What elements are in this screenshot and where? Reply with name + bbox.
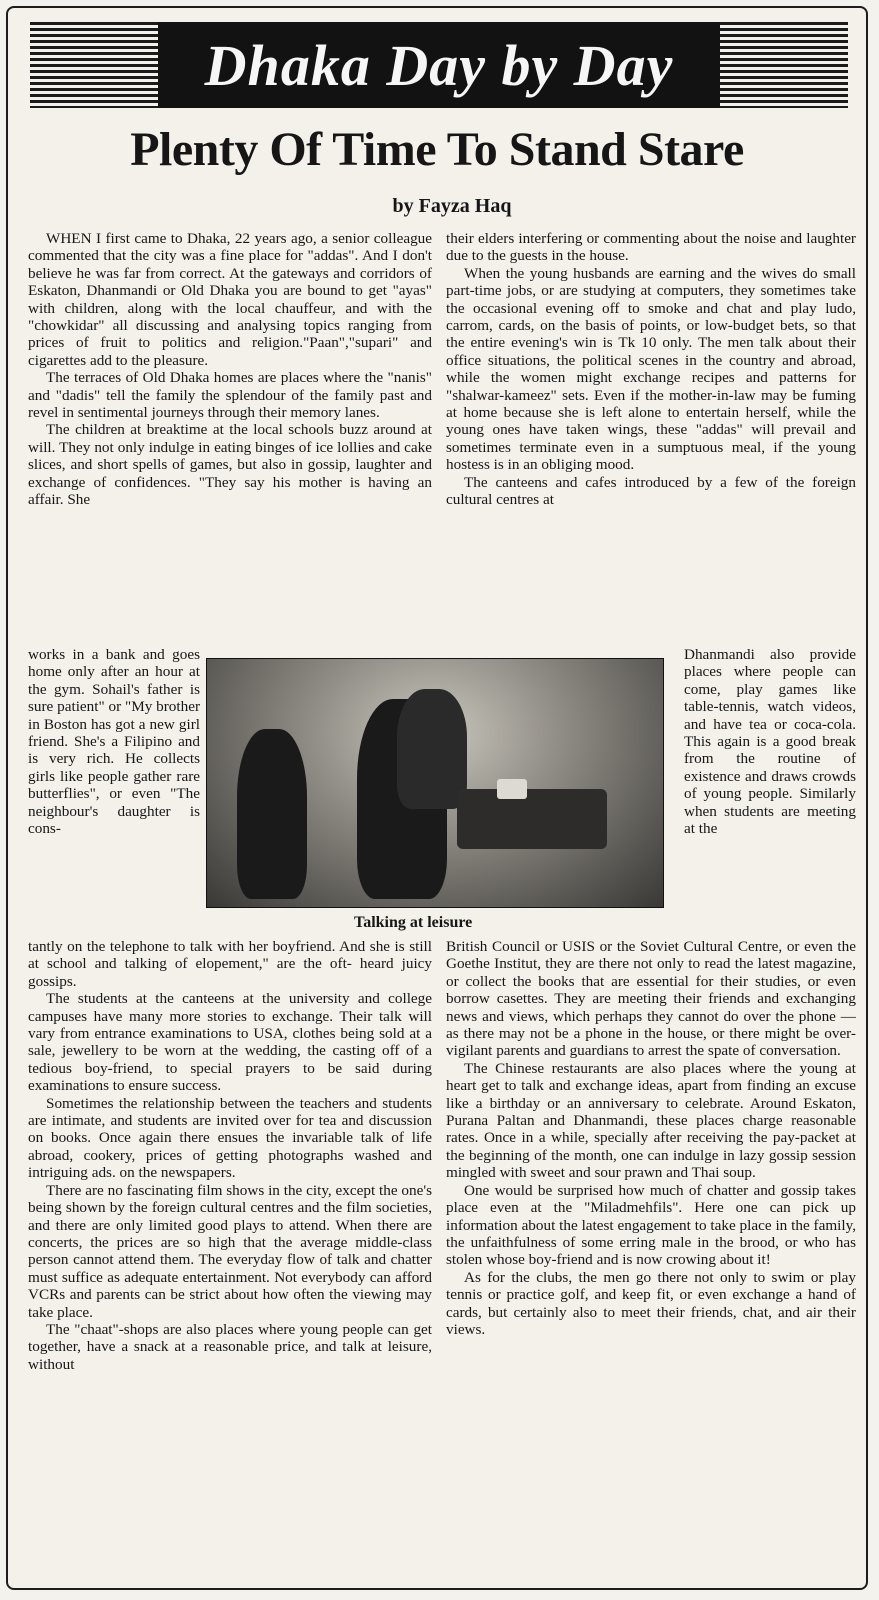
photo-object <box>497 779 527 799</box>
right-wrap-text <box>684 646 856 837</box>
paragraph: works in a bank and goes home only after an hour at the gym. Sohail's father is sure patient" or "My brother in Boston has got a new girl friend. She's a Filipino and is very rich. He collects girls like people gather rare butterflies", or even "The neighbour's daughter is cons- <box>28 646 200 838</box>
paragraph: The canteens and cafes introduced by a few of the foreign cultural centres at <box>446 473 856 509</box>
paragraph: One would be surprised how much of chatter and gossip takes place even at the "Miladmehfils". Here one can pick up information about the latest engagement to take place in the family, the unfaithfulness of some erring male in the brood, or who has stolen whose boy-friend and is now crowing about it! <box>446 1181 856 1269</box>
left-column-bottom <box>28 938 432 1373</box>
paragraph: their elders interfering or commenting about the noise and laughter due to the guests in the house. <box>446 230 856 265</box>
paragraph: Dhanmandi also provide places where people can come, play games like table-tennis, watch videos, and have tea or coca-cola. This again is a good break from the routine of existence and draws crowds of young people. Similarly when students are meeting at the <box>684 646 856 838</box>
paragraph: The students at the canteens at the university and college campuses have many more stories to exchange. Their talk will vary from entrance examinations to USA, clothes being sold at a sale, jewellery to be worn at the wedding, the casting off of a tedious boy-friend, to special prayers to be said during examinations to ensure success. <box>28 990 432 1095</box>
left-column-top <box>28 230 432 509</box>
banner-title: Dhaka Day by Day <box>158 22 720 108</box>
left-wrap-text <box>28 646 200 837</box>
paragraph: The terraces of Old Dhaka homes are places where the "nanis" and "dadis" tell the family the splendour of the family past and revel in sentimental journeys through their memory lanes. <box>28 369 432 422</box>
paragraph: tantly on the telephone to talk with her boyfriend. And she is still at school and talking of elopement," are the oft- heard juicy gossips. <box>28 938 432 990</box>
byline: by Fayza Haq <box>392 195 512 217</box>
photo-caption: Talking at leisure <box>354 914 473 931</box>
photo-figure <box>237 729 307 899</box>
paragraph: The children at breaktime at the local schools buzz around at will. They not only indulge in eating binges of ice lollies and cake slices, and short spells of games, but also in gossip, laughter and exchange of confidences. "They say his mother is having an affair. She <box>28 421 432 509</box>
paragraph: When the young husbands are earning and the wives do small part-time jobs, or are studying at computers, they sometimes take the occasional evening off to smoke and chat and play ludo, carrom, cards, on the basis of points, or low-budget bets, so that the entire evening's win is Tk 10 only. The men talk about their office situations, the political scenes in the country and abroad, while the women might exchange recipes and patterns for "shalwar-kameez" sets. Even if the mother-in-law may be fuming at home because she is left alone to entertain herself, while the young ones have taken wings, these "addas" will prevail and sometimes terminate even in a sumptuous meal, if the young hostess is in an obliging mood. <box>446 264 856 474</box>
paragraph: As for the clubs, the men go there not only to swim or play tennis or practice golf, and keep fit, or even exchange a hand of cards, but certainly also to meet their friends, chat, and air their views. <box>446 1268 856 1338</box>
article-photo <box>206 658 664 908</box>
paragraph: The Chinese restaurants are also places where the young at heart get to talk and exchange ideas, apart from finding an excuse like a birthday or an anniversary to celebrate. Around Eskaton, Purana Paltan and Dhanmandi, these places charge reasonable rates. Once in a while, specially after receiving the pay-packet at the beginning of the month, one can indulge in lazy gossip session mingled with sweet and sour prawn and Thai soup. <box>446 1059 856 1182</box>
photo-figure <box>397 689 467 809</box>
headline: Plenty Of Time To Stand Stare <box>130 123 744 176</box>
column-banner <box>30 22 848 108</box>
paragraph: Sometimes the relationship between the teachers and students are intimate, and students are invited over for tea and discussion on books. Once again there ensues the invariable talk of life abroad, cookery, prices of getting photographs washed and intriguing ads. on the newspapers. <box>28 1094 432 1182</box>
photo-table <box>457 789 607 849</box>
paragraph: There are no fascinating film shows in the city, except the one's being shown by the foreign cultural centres and the film societies, and there are only limited good plays to attend. When there are concerts, the prices are so high that the average middle-class person cannot attend them. The everyday flow of talk and chatter must suffice as adequate entertainment. Not everybody can afford VCRs and parents can be strict about how often the viewing may take place. <box>28 1181 432 1321</box>
newspaper-clipping <box>6 6 868 1590</box>
right-column-top <box>446 230 856 509</box>
paragraph: WHEN I first came to Dhaka, 22 years ago, a senior colleague commented that the city was a fine place for "addas". And I don't believe he was far from correct. At the gateways and corridors of Eskaton, Dhanmandi or Old Dhaka you are bound to get "ayas" with children, along with the local chauffeur, and with the "chowkidar" all discussing and analysing topics ranging from prices of fruit to politics and religion."Paan","supari" and cigarettes add to the pleasure. <box>28 230 432 369</box>
right-column-bottom <box>446 938 856 1338</box>
paragraph: The "chaat"-shops are also places where young people can get together, have a snack at a reasonable price, and talk at leisure, without <box>28 1320 432 1373</box>
paragraph: British Council or USIS or the Soviet Cultural Centre, or even the Goethe Institut, they are there not only to read the latest magazine, or collect the books that are essential for their studies, or even borrow casettes. They are meeting their friends and exchanging news and views, which perhaps they cannot do over the phone — as there may not be a phone in the house, or there might be over-vigilant parents and guardians to arrest the spate of conversation. <box>446 938 856 1060</box>
